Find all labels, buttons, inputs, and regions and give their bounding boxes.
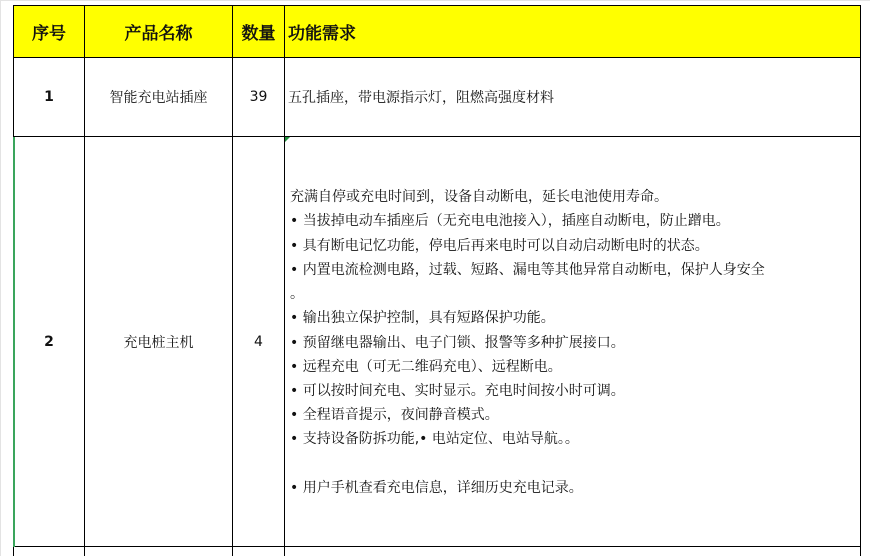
row2-qty: 4 (254, 333, 263, 350)
requirement-line-blank (290, 452, 765, 476)
row3-requirements-cell[interactable] (285, 547, 861, 556)
row1-name-cell[interactable] (85, 58, 233, 137)
row2-requirements-list (288, 185, 765, 499)
cell-comment-marker (285, 137, 290, 142)
requirement-line: • 输出独立保护控制，具有短路保护功能。 (290, 310, 555, 327)
row1-index: 1 (44, 89, 54, 105)
requirement-line: 。 (290, 286, 304, 303)
header-cell-name[interactable] (85, 5, 233, 58)
row2-requirements-cell[interactable] (285, 137, 861, 547)
row2-index: 2 (44, 333, 54, 350)
header-qty-label: 数量 (241, 24, 276, 44)
row3-index-cell[interactable] (13, 547, 85, 556)
requirement-line: • 支持设备防拆功能,• 电站定位、电站导航。。 (290, 431, 579, 448)
requirement-line: • 内置电流检测电路，过载、短路、漏电等其他异常自动断电，保护人身安全 (290, 261, 765, 278)
row2-name-cell[interactable] (85, 137, 233, 547)
header-cell-qty[interactable] (233, 5, 285, 58)
row1-requirements-cell[interactable] (285, 58, 861, 137)
row1-qty-cell[interactable] (233, 58, 285, 137)
requirement-line: • 用户手机查看充电信息，详细历史充电记录。 (290, 479, 583, 496)
requirement-line: • 当拔掉电动车插座后（无充电电池接入），插座自动断电，防止蹭电。 (290, 213, 730, 230)
header-cell-index[interactable] (13, 5, 85, 58)
row2-index-cell[interactable] (13, 137, 85, 547)
header-cell-requirements[interactable] (285, 5, 861, 58)
requirement-line: • 全程语音提示，夜间静音模式。 (290, 407, 499, 424)
row1-qty: 39 (249, 89, 268, 105)
requirement-line: • 预留继电器输出、电子门锁、报警等多种扩展接口。 (290, 334, 625, 351)
row3-name-cell[interactable] (85, 547, 233, 556)
requirement-line: • 可以按时间充电、实时显示。充电时间按小时可调。 (290, 382, 625, 399)
requirement-line: • 具有断电记忆功能，停电后再来电时可以自动启动断电时的状态。 (290, 237, 709, 254)
row-change-indicator (13, 137, 15, 547)
row3-qty-cell[interactable] (233, 547, 285, 556)
row1-name: 智能充电站插座 (109, 90, 208, 106)
header-name-label: 产品名称 (124, 24, 193, 44)
row2-qty-cell[interactable] (233, 137, 285, 547)
header-index-label: 序号 (32, 24, 66, 44)
requirement-line: 充满自停或充电时间到，设备自动断电，延长电池使用寿命。 (290, 189, 668, 206)
requirement-line: • 远程充电（可无二维码充电）、远程断电。 (290, 358, 562, 375)
row1-requirements: 五孔插座，带电源指示灯，阻燃高强度材料 (288, 90, 554, 106)
row1-index-cell[interactable] (13, 58, 85, 137)
header-requirements-label: 功能需求 (288, 24, 356, 44)
row2-name: 充电桩主机 (123, 334, 194, 351)
